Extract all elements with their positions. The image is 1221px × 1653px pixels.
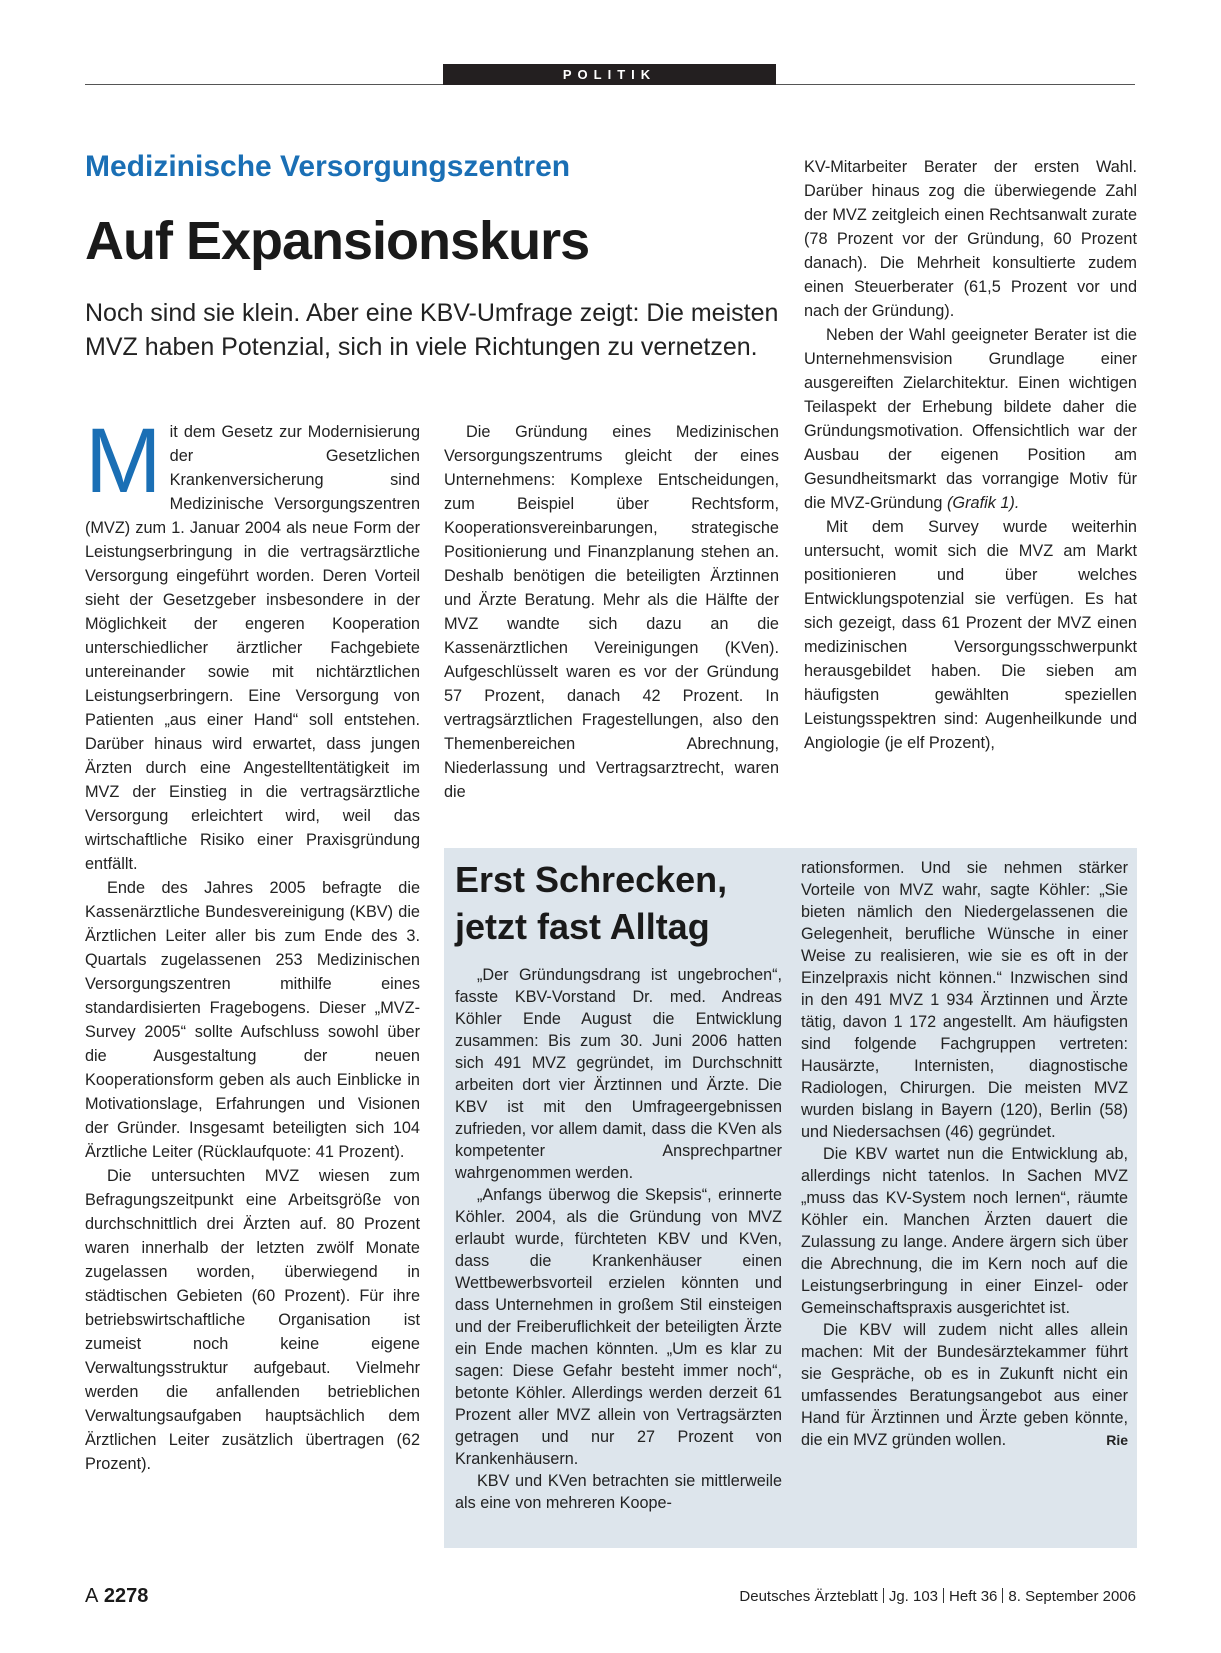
paragraph: KBV und KVen betrachten sie mittlerweile als eine von mehreren Koope- — [455, 1472, 782, 1512]
paragraph: Die untersuchten MVZ wiesen zum Befragungszeitpunkt eine Arbeitsgröße von durchschnittlich drei Ärzten auf. 80 Prozent waren innerhalb der letzten zwölf Monate zugelassen worden, überwiegend in städtischen Gebieten (60 Prozent). Für ihre betriebswirtschaftliche Organisation ist zumeist noch keine eigene Verwaltungsstruktur aufgebaut. Vielmehr werden die anfallenden betrieblichen Verwaltungsaufgaben hauptsächlich dem Ärztlichen Leiter zusätzlich übertragen (62 Prozent). — [85, 1167, 420, 1473]
sidebar-column-2 — [801, 857, 1128, 1451]
figure-reference: (Grafik 1). — [947, 494, 1020, 512]
drop-cap: M — [85, 410, 162, 512]
article-headline: Auf Expansionskurs — [85, 211, 590, 271]
article-kicker: Medizinische Versorgungszentren — [85, 150, 571, 183]
issue: Heft 36 — [949, 1588, 998, 1605]
issue-date: 8. September 2006 — [1008, 1588, 1136, 1605]
article-deck: Noch sind sie klein. Aber eine KBV-Umfrage zeigt: Die meisten MVZ haben Potenzial, sich in viele Richtungen zu vernetzen. — [85, 299, 779, 361]
page-number: A 2278 — [85, 1585, 149, 1607]
paragraph: „Anfangs überwog die Skepsis“, erinnerte Köhler. 2004, als die Gründung von MVZ erlaubt wurde, fürchteten KBV und KVen, dass die Krankenhäuser einen Wettbewerbsvorteil erzielen könnten und dass Unternehmen in großem Stil einsteigen und der Freiberuflichkeit der beteiligten Ärzte ein Ende machen könnten. „Um es klar zu sagen: Diese Gefahr besteht immer noch“, betonte Köhler. Allerdings werden derzeit 61 Prozent aller MVZ allein von Vertragsärzten getragen und nur 27 Prozent von Krankenhäusern. — [455, 1186, 782, 1468]
paragraph: Ende des Jahres 2005 befragte die Kassenärztliche Bundesvereinigung (KBV) die Ärztlichen Leiter aller bis zum Ende des 3. Quartals zugelassenen 253 Medizinischen Versorgungszentren mithilfe eines standardisierten Fragebogens. Dieser „MVZ-Survey 2005“ sollte Aufschluss sowohl über die Ausgestaltung der neuen Kooperationsform geben als auch Einblicke in Motivationslage, Erfahrungen und Visionen der Gründer. Insgesamt beteiligten sich 104 Ärztliche Leiter (Rücklaufquote: 41 Prozent). — [85, 879, 420, 1161]
paragraph: Neben der Wahl geeigneter Berater ist die Unternehmensvision Grundlage einer ausgereiften Zielarchitektur. Einen wichtigen Teilaspekt der Erhebung bildete daher die Gründungsmotivation. Offensichtlich war der Ausbau der eigenen Position am Gesundheitsmarkt das vorrangige Motiv für die MVZ-Gründung (Grafik 1). — [804, 326, 1137, 512]
footer-citation — [739, 1588, 1136, 1605]
paragraph: Die Gründung eines Medizinischen Versorgungszentrums gleicht der eines Unternehmens: Komplexe Entscheidungen, zum Beispiel über Rechtsform, Kooperationsvereinbarungen, strategische Positionierung und Finanzplanung stehen an. Deshalb benötigen die beteiligten Ärztinnen und Ärzte Beratung. Mehr als die Hälfte der MVZ wandte sich dazu an die Kassenärztlichen Vereinigungen (KVen). Aufgeschlüsselt waren es vor der Gründung 57 Prozent, danach 42 Prozent. In vertragsärztlichen Fragestellungen, also den Themenbereichen Abrechnung, Niederlassung und Vertragsarztrecht, waren die — [444, 423, 779, 801]
article-column-3 — [804, 155, 1137, 755]
article-column-1 — [85, 410, 420, 1476]
sidebar-title: Erst Schrecken, jetzt fast Alltag — [455, 859, 728, 947]
paragraph: KV-Mitarbeiter Berater der ersten Wahl. Darüber hinaus zog die überwiegende Zahl der MVZ zeitgleich einen Rechtsanwalt zurate (78 Prozent vor der Gründung, 60 Prozent danach). Die Mehrheit konsultierte zudem einen Steuerberater (61,5 Prozent vor und nach der Gründung). — [804, 158, 1137, 320]
volume: Jg. 103 — [888, 1588, 939, 1605]
journal-name: Deutsches Ärzteblatt — [739, 1588, 878, 1605]
paragraph: Die KBV wartet nun die Entwicklung ab, allerdings nicht tatenlos. In Sachen MVZ „muss das KV-System noch lernen“, räumte Köhler ein. Manchen Ärzten dauert die Zulassung zu lange. Andere ärgern sich über die Abrechnung, die im Kern noch auf die Leistungserbringung in einer Einzel- oder Gemeinschaftspraxis ausgerichtet ist. — [801, 1145, 1128, 1317]
author-initials: Rie — [1106, 1432, 1128, 1448]
sidebar-column-1 — [455, 964, 782, 1514]
article-column-2 — [444, 420, 779, 804]
paragraph: rationsformen. Und sie nehmen stärker Vorteile von MVZ wahr, sagte Köhler: „Sie bieten nämlich den Niedergelassenen die Gelegenheit, berufliche Wünsche in einer Weise zu realisieren, wie sie es oft in der Einzelpraxis nicht können.“ Inzwischen sind in den 491 MVZ 1 934 Ärztinnen und Ärzte tätig, davon 1 172 angestellt. Am häufigsten sind folgende Fachgruppen vertreten: Hausärzte, Internisten, diagnostische Radiologen, Chirurgen. Die meisten MVZ wurden bislang in Bayern (120), Berlin (58) und Niedersachsen (46) gegründet. — [801, 859, 1128, 1141]
paragraph: „Der Gründungsdrang ist ungebrochen“, fasste KBV-Vorstand Dr. med. Andreas Köhler Ende August die Entwicklung zusammen: Bis zum 30. Juni 2006 hatten sich 491 MVZ gegründet, im Durchschnitt arbeiten dort vier Ärztinnen und Ärzte. Die KBV ist mit den Umfrageergebnissen zufrieden, vor allem damit, dass die KVen als kompetenter Ansprechpartner wahrgenommen werden. — [455, 966, 782, 1182]
paragraph: Mit dem Gesetz zur Modernisierung der Gesetzlichen Krankenversicherung sind Medizinische Versorgungszentren (MVZ) zum 1. Januar 2004 als neue Form der Leistungserbringung in die vertragsärztliche Versorgung eingeführt worden. Deren Vorteil sieht der Gesetzgeber insbesondere in der Möglichkeit der engeren Kooperation unterschiedlicher ärztlicher Fachgebiete untereinander sowie mit nichtärztlichen Leistungserbringern. Eine Versorgung von Patienten „aus einer Hand“ soll entstehen. Darüber hinaus wird erwartet, dass jungen Ärzten durch eine Angestelltentätigkeit im MVZ der Einstieg in die vertragsärztliche Versorgung erleichtert wird, weil das wirtschaftliche Risiko einer Praxisgründung entfällt. — [85, 410, 420, 873]
paragraph: Mit dem Survey wurde weiterhin untersucht, womit sich die MVZ am Markt positionieren und über welches Entwicklungspotenzial sie verfügen. Es hat sich gezeigt, dass 61 Prozent der MVZ einen medizinischen Versorgungsschwerpunkt herausgebildet haben. Die sieben am häufigsten gewählten speziellen Leistungsspektren sind: Augenheilkunde und Angiologie (je elf Prozent), — [804, 518, 1137, 752]
section-label: POLITIK — [443, 64, 776, 85]
paragraph: Die KBV will zudem nicht alles allein machen: Mit der Bundesärztekammer führt sie Gespräche, ob es in Zukunft nicht ein umfassendes Beratungsangebot aus einer Hand für Ärztinnen und Ärzte geben könnte, die ein MVZ gründen wollen. Rie — [801, 1321, 1128, 1449]
